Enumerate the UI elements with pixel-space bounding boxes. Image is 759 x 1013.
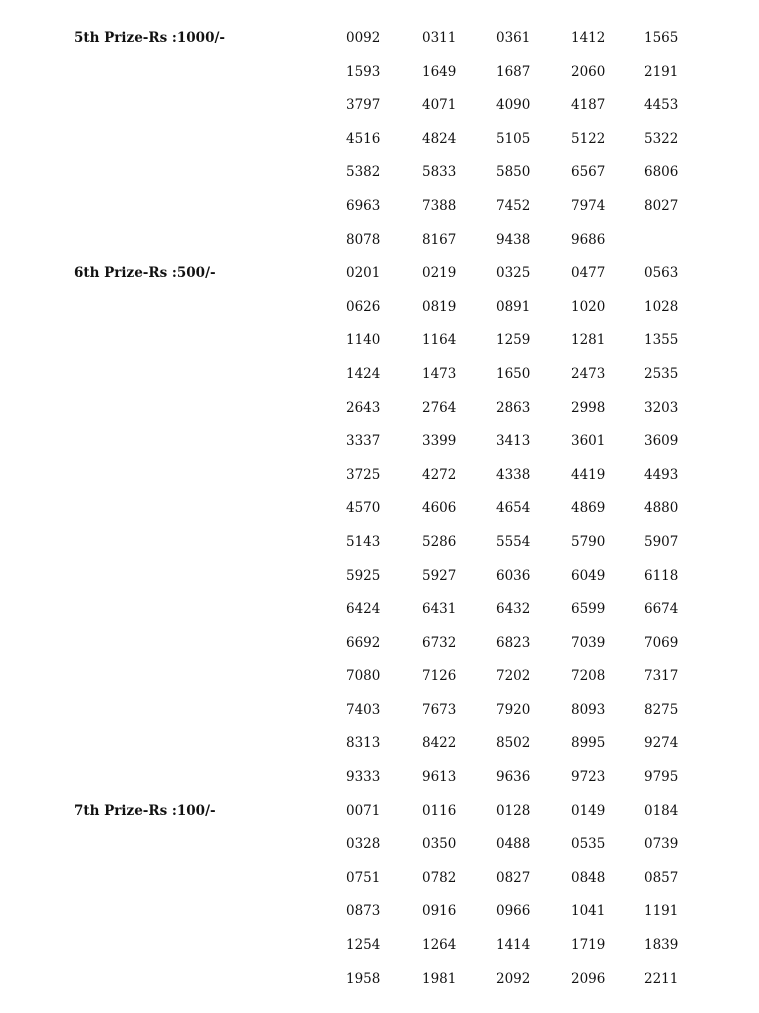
- number-row: [346, 492, 759, 526]
- winning-number: 1424: [346, 365, 381, 382]
- winning-number: 0739: [644, 836, 679, 853]
- winning-number: 0819: [422, 298, 457, 315]
- number-row: [346, 425, 759, 459]
- winning-number: 0071: [346, 802, 381, 819]
- winning-number: 4187: [571, 97, 606, 114]
- winning-number: 4453: [644, 97, 679, 114]
- winning-number: 0751: [346, 869, 381, 886]
- winning-number: 2535: [644, 365, 679, 382]
- winning-number: 5790: [571, 533, 606, 550]
- winning-numbers-grid: [346, 257, 759, 795]
- winning-number: 6806: [644, 164, 679, 181]
- winning-number: 3725: [346, 466, 381, 483]
- winning-number: 5850: [496, 164, 531, 181]
- winning-number: 0350: [422, 836, 457, 853]
- winning-number: 0128: [496, 802, 531, 819]
- winning-number: 8502: [496, 735, 531, 752]
- prize-label: 5th Prize-Rs :1000/-: [74, 30, 226, 46]
- winning-number: 6036: [496, 567, 531, 584]
- number-row: [346, 123, 759, 157]
- winning-number: 6049: [571, 567, 606, 584]
- prize-section: [0, 795, 759, 997]
- winning-number: 0848: [571, 869, 606, 886]
- winning-number: 8093: [571, 701, 606, 718]
- winning-number: 8167: [422, 231, 457, 248]
- winning-number: 0488: [496, 836, 531, 853]
- winning-number: 0219: [422, 265, 457, 282]
- winning-number: 5925: [346, 567, 381, 584]
- winning-number: 0827: [496, 869, 531, 886]
- winning-number: 0626: [346, 298, 381, 315]
- winning-number: 5322: [644, 130, 679, 147]
- number-row: [346, 963, 759, 997]
- winning-number: 6599: [571, 601, 606, 618]
- winning-number: 2211: [644, 970, 679, 987]
- number-row: [346, 660, 759, 694]
- number-row: [346, 593, 759, 627]
- number-row: [346, 761, 759, 795]
- number-row: [346, 727, 759, 761]
- winning-number: 2191: [644, 63, 679, 80]
- winning-number: 5907: [644, 533, 679, 550]
- winning-number: 9333: [346, 769, 381, 786]
- winning-number: 1020: [571, 298, 606, 315]
- winning-number: 5833: [422, 164, 457, 181]
- winning-numbers-grid: [346, 22, 759, 257]
- winning-number: 0311: [422, 30, 457, 46]
- winning-number: 5927: [422, 567, 457, 584]
- winning-number: 0857: [644, 869, 679, 886]
- number-row: [346, 224, 759, 258]
- winning-number: 9274: [644, 735, 679, 752]
- winning-number: 1259: [496, 332, 531, 349]
- winning-number: 6692: [346, 634, 381, 651]
- winning-number: 9636: [496, 769, 531, 786]
- winning-number: 1028: [644, 298, 679, 315]
- winning-number: 3203: [644, 399, 679, 416]
- winning-number: 4824: [422, 130, 457, 147]
- winning-number: 1254: [346, 937, 381, 954]
- winning-number: 7039: [571, 634, 606, 651]
- winning-number: 4493: [644, 466, 679, 483]
- winning-number: 8995: [571, 735, 606, 752]
- winning-number: 7069: [644, 634, 679, 651]
- number-row: [346, 694, 759, 728]
- winning-number: 4869: [571, 500, 606, 517]
- winning-number: 3399: [422, 433, 457, 450]
- winning-number: 5143: [346, 533, 381, 550]
- winning-number: 1593: [346, 63, 381, 80]
- winning-number: 1281: [571, 332, 606, 349]
- winning-number: 0092: [346, 30, 381, 46]
- lottery-results: [0, 22, 759, 996]
- winning-number: 7202: [496, 668, 531, 685]
- winning-number: 2863: [496, 399, 531, 416]
- winning-number: 7403: [346, 701, 381, 718]
- winning-number: 2092: [496, 970, 531, 987]
- winning-number: 6674: [644, 601, 679, 618]
- winning-number: 8078: [346, 231, 381, 248]
- number-row: [346, 929, 759, 963]
- number-row: [346, 257, 759, 291]
- number-row: [346, 358, 759, 392]
- winning-number: 9795: [644, 769, 679, 786]
- winning-number: 6732: [422, 634, 457, 651]
- winning-number: 0966: [496, 903, 531, 920]
- winning-number: 8422: [422, 735, 457, 752]
- winning-number: 6431: [422, 601, 457, 618]
- winning-number: 6118: [644, 567, 679, 584]
- winning-number: 6963: [346, 197, 381, 214]
- winning-number: 9686: [571, 231, 606, 248]
- prize-section: [0, 22, 759, 257]
- winning-number: 0563: [644, 265, 679, 282]
- winning-number: 0891: [496, 298, 531, 315]
- winning-number: 3609: [644, 433, 679, 450]
- number-row: [346, 56, 759, 90]
- winning-number: 4606: [422, 500, 457, 517]
- winning-number: 1355: [644, 332, 679, 349]
- winning-number: 0201: [346, 265, 381, 282]
- winning-number: 2998: [571, 399, 606, 416]
- winning-number: 7126: [422, 668, 457, 685]
- winning-number: 1958: [346, 970, 381, 987]
- winning-number: 0782: [422, 869, 457, 886]
- winning-number: 1981: [422, 970, 457, 987]
- winning-number: 5554: [496, 533, 531, 550]
- number-row: [346, 895, 759, 929]
- winning-number: 8313: [346, 735, 381, 752]
- number-row: [346, 828, 759, 862]
- winning-number: 0361: [496, 30, 531, 46]
- winning-number: 1719: [571, 937, 606, 954]
- winning-number: 0873: [346, 903, 381, 920]
- winning-number: 2473: [571, 365, 606, 382]
- number-row: [346, 862, 759, 896]
- winning-number: 2060: [571, 63, 606, 80]
- winning-number: 0149: [571, 802, 606, 819]
- winning-number: 0184: [644, 802, 679, 819]
- number-row: [346, 190, 759, 224]
- number-row: [346, 291, 759, 325]
- winning-number: 0116: [422, 802, 457, 819]
- winning-number: 1414: [496, 937, 531, 954]
- winning-number: 9438: [496, 231, 531, 248]
- winning-number: 0535: [571, 836, 606, 853]
- number-row: [346, 324, 759, 358]
- winning-number: 1650: [496, 365, 531, 382]
- winning-number: 0916: [422, 903, 457, 920]
- winning-number: 5122: [571, 130, 606, 147]
- winning-number: 8027: [644, 197, 679, 214]
- winning-number: 1140: [346, 332, 381, 349]
- winning-number: 9613: [422, 769, 457, 786]
- winning-number: 1473: [422, 365, 457, 382]
- winning-number: 5286: [422, 533, 457, 550]
- winning-number: 3797: [346, 97, 381, 114]
- winning-number: 2764: [422, 399, 457, 416]
- winning-number: 1264: [422, 937, 457, 954]
- winning-number: 9723: [571, 769, 606, 786]
- winning-numbers-grid: [346, 795, 759, 997]
- winning-number: 4880: [644, 500, 679, 517]
- number-row: [346, 795, 759, 829]
- winning-number: 1164: [422, 332, 457, 349]
- prize-label: 7th Prize-Rs :100/-: [74, 802, 216, 819]
- winning-number: 1041: [571, 903, 606, 920]
- winning-number: 4272: [422, 466, 457, 483]
- winning-number: 4516: [346, 130, 381, 147]
- winning-number: 5382: [346, 164, 381, 181]
- winning-number: 7452: [496, 197, 531, 214]
- winning-number: 6424: [346, 601, 381, 618]
- winning-number: 6567: [571, 164, 606, 181]
- winning-number: 7920: [496, 701, 531, 718]
- winning-number: 4419: [571, 466, 606, 483]
- winning-number: 7388: [422, 197, 457, 214]
- number-row: [346, 526, 759, 560]
- number-row: [346, 89, 759, 123]
- winning-number: 7208: [571, 668, 606, 685]
- winning-number: 1649: [422, 63, 457, 80]
- winning-number: 0477: [571, 265, 606, 282]
- winning-number: 4090: [496, 97, 531, 114]
- winning-number: 3601: [571, 433, 606, 450]
- winning-number: 1565: [644, 30, 679, 46]
- winning-number: 1839: [644, 937, 679, 954]
- winning-number: 3413: [496, 433, 531, 450]
- winning-number: 2643: [346, 399, 381, 416]
- winning-number: 4570: [346, 500, 381, 517]
- winning-number: 7673: [422, 701, 457, 718]
- number-row: [346, 392, 759, 426]
- prize-section: [0, 257, 759, 795]
- number-row: [346, 156, 759, 190]
- winning-number: 7317: [644, 668, 679, 685]
- winning-number: 6823: [496, 634, 531, 651]
- winning-number: 0328: [346, 836, 381, 853]
- number-row: [346, 560, 759, 594]
- winning-number: 7974: [571, 197, 606, 214]
- winning-number: 1191: [644, 903, 679, 920]
- winning-number: 4071: [422, 97, 457, 114]
- winning-number: 5105: [496, 130, 531, 147]
- winning-number: 1412: [571, 30, 606, 46]
- winning-number: 3337: [346, 433, 381, 450]
- winning-number: 4654: [496, 500, 531, 517]
- number-row: [346, 459, 759, 493]
- number-row: [346, 22, 759, 56]
- winning-number: 8275: [644, 701, 679, 718]
- winning-number: 2096: [571, 970, 606, 987]
- number-row: [346, 627, 759, 661]
- prize-label: 6th Prize-Rs :500/-: [74, 265, 216, 282]
- winning-number: 0325: [496, 265, 531, 282]
- winning-number: 4338: [496, 466, 531, 483]
- winning-number: 1687: [496, 63, 531, 80]
- winning-number: 6432: [496, 601, 531, 618]
- winning-number: 7080: [346, 668, 381, 685]
